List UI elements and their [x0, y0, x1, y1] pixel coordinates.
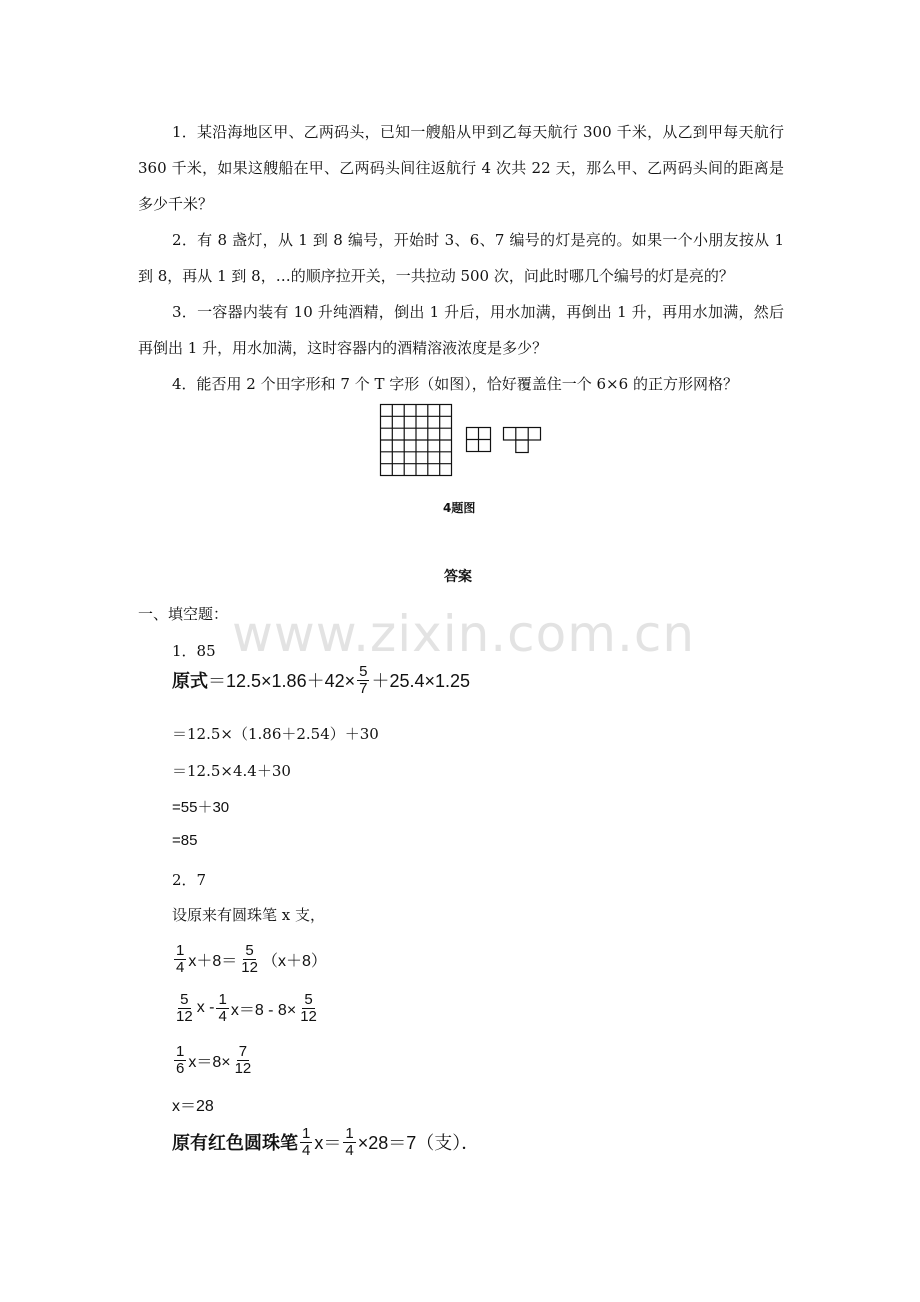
numerator: 1 — [218, 991, 227, 1008]
answer-1-step-3: ＝12.5×4.4＋30 — [172, 762, 291, 780]
denominator: 7 — [359, 679, 368, 697]
fraction — [174, 1044, 186, 1077]
numerator: 5 — [180, 991, 189, 1008]
fraction — [233, 1044, 254, 1077]
answer-1-step-5: =85 — [172, 832, 198, 849]
answer-2-equation-3 — [172, 1044, 255, 1077]
eq-prefix: 原式 — [172, 671, 208, 693]
eq-part: （x＋8） — [261, 952, 327, 970]
numerator: 1 — [176, 1043, 185, 1060]
fraction — [216, 992, 228, 1025]
answer-2-setup: 设原来有圆珠笔 x 支， — [172, 906, 325, 924]
eq-part: x＝8× — [188, 1053, 231, 1071]
question-1: 1．某沿海地区甲、乙两码头，已知一艘船从甲到乙每天航行 300 千米，从乙到甲每天航行 360 千米，如果这艘船在甲、乙两码头间往返航行 4 次共 22 天，那么甲、乙两码头间的距离是多少千米？ — [138, 123, 784, 213]
answer-2-equation-1 — [172, 943, 327, 976]
watermark: www.zixin.com.cn — [232, 605, 696, 663]
numerator: 1 — [176, 942, 185, 959]
question-2: 2．有 8 盏灯，从 1 到 8 编号，开始时 3、6、7 编号的灯是亮的。如果一个小朋友按从 1 到 8，再从 1 到 8，…的顺序拉开关，一共拉动 500 次，问此时哪几个编号的灯是亮的？ — [138, 231, 784, 285]
answer-1-step-2: ＝12.5×（1.86＋2.54）＋30 — [172, 725, 379, 743]
denominator: 4 — [302, 1141, 311, 1159]
answers-title: 答案 — [444, 569, 472, 585]
eq-part: x＝ — [314, 1133, 342, 1154]
tian-shape-figure — [466, 427, 491, 452]
answer-2-label: 2．7 — [172, 871, 207, 889]
fraction — [174, 992, 195, 1025]
denominator: 12 — [176, 1007, 193, 1025]
answer-1-step-4: =55＋30 — [172, 799, 230, 816]
final-prefix: 原有红色圆珠笔 — [172, 1133, 298, 1155]
section-title: 一、填空题： — [138, 605, 229, 623]
eq-part: ＋25.4×1.25 — [371, 671, 471, 692]
numerator: 7 — [238, 1043, 248, 1060]
answer-2-equation-4: x＝28 — [172, 1098, 214, 1115]
fraction — [298, 992, 319, 1025]
eq-part: ×28＝7（支）． — [357, 1133, 480, 1154]
t-shape-figure — [503, 427, 541, 453]
denominator: 12 — [300, 1007, 317, 1025]
grid-6x6-figure — [380, 404, 452, 476]
numerator: 5 — [304, 991, 313, 1008]
denominator: 4 — [218, 1007, 227, 1025]
answer-2-equation-2 — [172, 992, 321, 1025]
question-4: 4．能否用 2 个田字形和 7 个 T 字形（如图），恰好覆盖住一个 6×6 的正方形网格？ — [172, 375, 738, 393]
eq-part: ＝12.5×1.86＋42× — [208, 671, 356, 692]
denominator: 4 — [176, 958, 185, 976]
numerator: 1 — [302, 1125, 311, 1142]
fraction — [357, 664, 369, 697]
eq-part: x＋8＝ — [188, 952, 238, 970]
fraction — [343, 1126, 355, 1159]
denominator: 12 — [234, 1059, 252, 1077]
answer-1-label: 1．85 — [172, 642, 216, 660]
numerator: 1 — [345, 1125, 354, 1142]
denominator: 12 — [241, 958, 258, 976]
numerator: 5 — [245, 942, 254, 959]
answer-2-final — [172, 1126, 479, 1159]
fraction — [174, 943, 186, 976]
fraction — [239, 943, 260, 976]
eq-part: x - — [196, 999, 215, 1017]
denominator: 4 — [345, 1141, 354, 1159]
denominator: 6 — [176, 1059, 185, 1077]
numerator: 5 — [359, 663, 368, 680]
figure-caption: 4题图 — [443, 501, 476, 515]
question-3: 3．一容器内装有 10 升纯酒精，倒出 1 升后，用水加满，再倒出 1 升，再用水加满，然后再倒出 1 升，用水加满，这时容器内的酒精溶液浓度是多少？ — [138, 303, 784, 357]
eq-part: x＝8 - 8× — [230, 1001, 297, 1019]
fraction — [300, 1126, 312, 1159]
answer-1-equation — [172, 664, 470, 697]
